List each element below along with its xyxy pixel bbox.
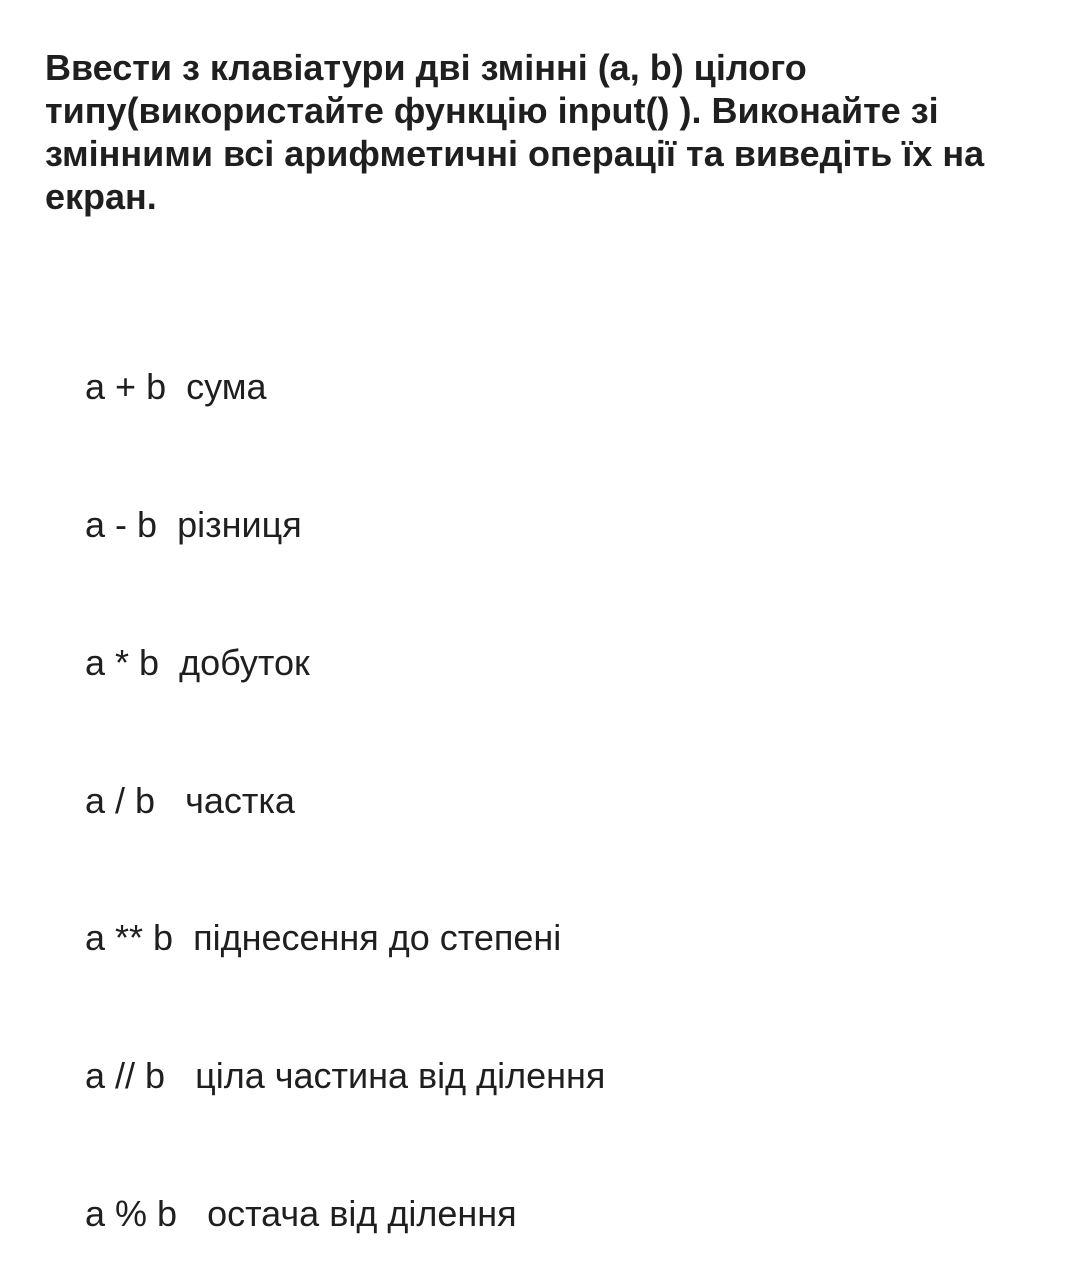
operation-expression: a / b [85, 780, 186, 821]
operation-product [45, 598, 310, 683]
operation-modulo [45, 1149, 517, 1234]
operation-description: добуток [179, 642, 310, 683]
operation-expression: a + b [85, 366, 187, 407]
operation-power [45, 873, 562, 958]
operation-expression: a * b [85, 642, 180, 683]
operation-floor-division [45, 1011, 606, 1096]
operation-expression: a ** b [85, 917, 194, 958]
operation-quotient [45, 736, 295, 821]
operation-sum [45, 322, 267, 407]
operation-difference [45, 460, 302, 545]
operation-description: частка [185, 780, 295, 821]
operation-expression: a % b [85, 1193, 208, 1234]
operation-expression: a // b [85, 1055, 196, 1096]
operation-description: піднесення до степені [193, 917, 562, 958]
operation-description: різниця [177, 504, 302, 545]
operation-description: остача від ділення [207, 1193, 517, 1234]
operation-description: ціла частина від ділення [195, 1055, 606, 1096]
task-statement: Ввести з клавіатури дві змінні (a, b) цілого типу(використайте функцію input() ). Виконайте зі змінними всі арифметичні операції та виведіть їх на екран. [45, 47, 985, 217]
operation-expression: a - b [85, 504, 178, 545]
operation-description: сума [186, 366, 267, 407]
